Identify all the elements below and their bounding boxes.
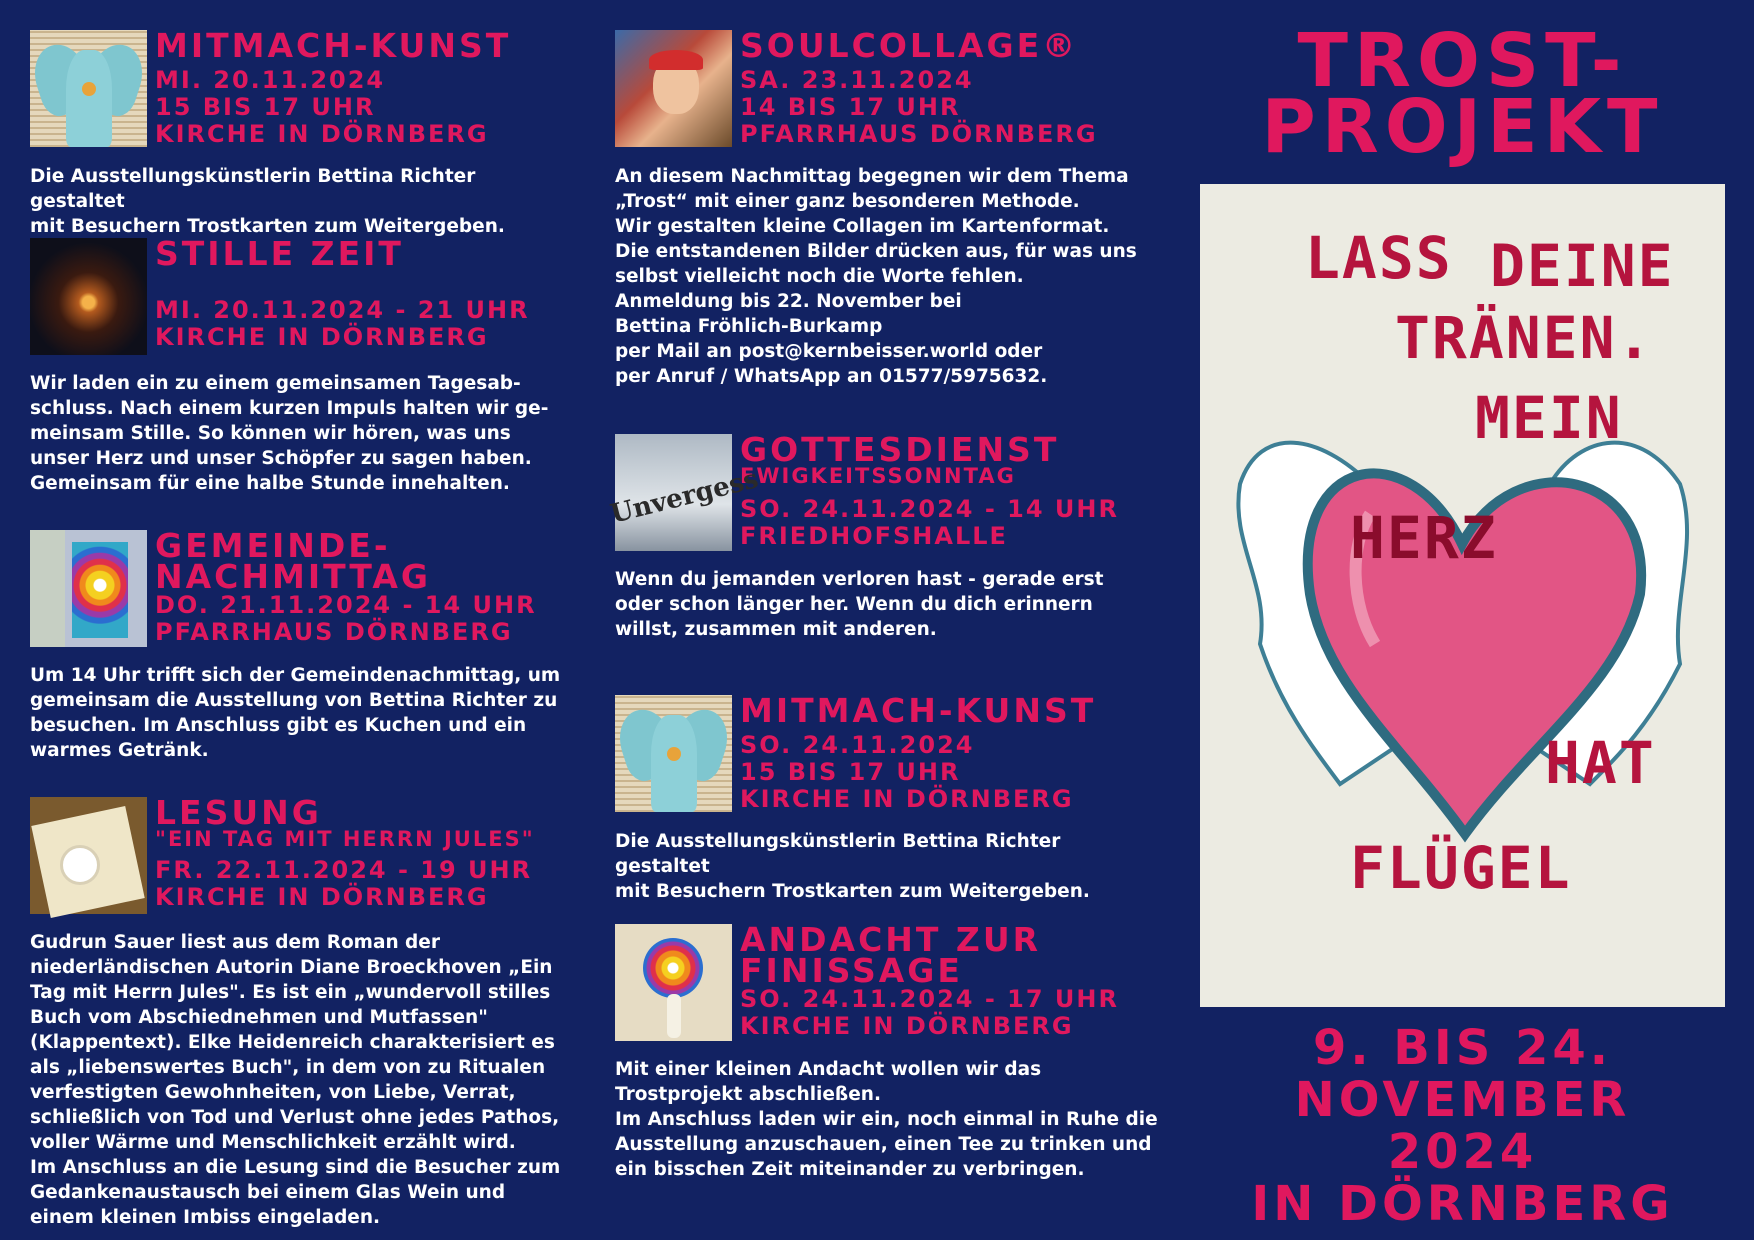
event-title: ANDACHT ZUR FINISSAGE	[740, 920, 1042, 990]
event-time: 15 BIS 17 UHR	[740, 758, 961, 786]
cover-title: TROST- PROJEKT	[1261, 18, 1664, 170]
art-word-4: MEIN	[1475, 384, 1623, 452]
event-time: 14 BIS 17 UHR	[740, 93, 961, 121]
church-window-image	[30, 530, 147, 647]
event-soulcollage	[615, 26, 1160, 389]
event-location: KIRCHE IN DÖRNBERG	[155, 883, 489, 911]
event-description: Gudrun Sauer liest aus dem Roman der niederländischen Autorin Diane Broeckhoven „Ein Tag mit Herrn Jules". Es ist ein „wundervoll stilles Buch vom Abschiednehmen und Mutfassen" (Klappentext). Elke Heidenreich charakterisiert es als „liebenswertes Buch", in dem von zu Ritualen verfestigten Gewohnheiten, von Liebe, Verrat, schließlich von Tod und Verlust ohne jedes Pathos, voller Wärme und Menschlichkeit erzählt wird. Im Anschluss an die Lesung sind die Besucher zum Gedankenaustausch bei einem Glas Wein und einem kleinen Imbiss eingeladen.	[30, 932, 561, 1228]
event-date: MI. 20.11.2024	[155, 66, 386, 94]
art-word-1: LASS	[1305, 224, 1453, 292]
event-lesung	[30, 793, 570, 1230]
cover-column	[1195, 0, 1730, 1240]
event-title: STILLE ZEIT	[155, 234, 404, 273]
event-title: GOTTESDIENST	[740, 430, 1060, 469]
event-gottesdienst	[607, 430, 1160, 642]
angel-card-image	[615, 695, 732, 812]
event-location: KIRCHE IN DÖRNBERG	[740, 1012, 1074, 1040]
rainbow-figure-image	[615, 924, 732, 1041]
event-description: Wenn du jemanden verloren hast - gerade erst oder schon länger her. Wenn du dich erinnern willst, zusammen mit anderen.	[615, 569, 1104, 640]
event-location: KIRCHE IN DÖRNBERG	[740, 785, 1074, 813]
event-date-time: FR. 22.11.2024 - 19 UHR	[155, 856, 533, 884]
collage-portrait-image	[615, 30, 732, 147]
event-gemeindenachmittag	[30, 526, 570, 763]
event-title: LESUNG	[155, 793, 322, 832]
event-date-time: SO. 24.11.2024 - 14 UHR	[740, 495, 1119, 523]
art-word-5: HERZ	[1350, 504, 1498, 572]
event-mitmach-kunst-1	[30, 26, 570, 239]
art-word-6: HAT	[1545, 729, 1656, 797]
unvergessen-image: Unvergess	[615, 434, 732, 551]
event-mitmach-kunst-2	[615, 691, 1160, 904]
event-date: SO. 24.11.2024	[740, 731, 975, 759]
candle-image	[30, 238, 147, 355]
event-title: GEMEINDE- NACHMITTAG	[155, 526, 431, 596]
event-description: An diesem Nachmittag begegnen wir dem Thema „Trost“ mit einer ganz besonderen Methode. Wir gestalten kleine Collagen im Kartenformat. Die entstandenen Bilder drücken aus, für was uns selbst vielleicht noch die Worte fehlen. Anmeldung bis 22. November bei Bettina Fröhlich-Burkamp per Mail an post@kernbeisser.world oder per Anruf / WhatsApp an 01577/5975632.	[615, 166, 1137, 387]
event-location: PFARRHAUS DÖRNBERG	[155, 618, 513, 646]
event-date-time: SO. 24.11.2024 - 17 UHR	[740, 985, 1119, 1013]
event-date-time: MI. 20.11.2024 - 21 UHR	[155, 296, 530, 324]
cover-dates: 9. BIS 24. NOVEMBER 2024 IN DÖRNBERG	[1251, 1020, 1674, 1232]
book-image	[30, 797, 147, 914]
event-description: Mit einer kleinen Andacht wollen wir das Trostprojekt abschließen. Im Anschluss laden wir ein, noch einmal in Ruhe die Ausstellung anzuschauen, einen Tee zu trinken und ein bisschen Zeit miteinander zu verbringen.	[615, 1059, 1158, 1180]
event-time: 15 BIS 17 UHR	[155, 93, 376, 121]
art-word-7: FLÜGEL	[1350, 834, 1572, 902]
event-title: MITMACH-KUNST	[155, 26, 512, 65]
art-word-3: TRÄNEN.	[1395, 304, 1654, 372]
event-location: KIRCHE IN DÖRNBERG	[155, 323, 489, 351]
event-location: PFARRHAUS DÖRNBERG	[740, 120, 1098, 148]
event-description: Die Ausstellungskünstlerin Bettina Richter gestaltet mit Besuchern Trostkarten zum Weitergeben.	[615, 831, 1090, 902]
event-andacht-finissage	[615, 920, 1160, 1182]
event-date-time: DO. 21.11.2024 - 14 UHR	[155, 591, 537, 619]
event-title: SOULCOLLAGE®	[740, 26, 1079, 65]
event-description: Die Ausstellungskünstlerin Bettina Richter gestaltet mit Besuchern Trostkarten zum Weitergeben.	[30, 166, 505, 237]
event-description: Wir laden ein zu einem gemeinsamen Tagesab- schluss. Nach einem kurzen Impuls halten wir ge- meinsam Stille. So können wir hören, was uns unser Herz und unser Schöpfer zu sagen haben. Gemeinsam für eine halbe Stunde innehalten.	[30, 373, 549, 494]
event-location: FRIEDHOFSHALLE	[740, 522, 1008, 550]
event-subtitle: "EIN TAG MIT HERRN JULES"	[155, 827, 535, 851]
angel-card-image	[30, 30, 147, 147]
art-word-2: DEINE	[1490, 232, 1675, 300]
event-date: SA. 23.11.2024	[740, 66, 974, 94]
event-subtitle: EWIGKEITSSONNTAG	[740, 464, 1016, 488]
event-title: MITMACH-KUNST	[740, 691, 1097, 730]
heart-with-wings-artwork	[1200, 184, 1725, 1007]
event-location: KIRCHE IN DÖRNBERG	[155, 120, 489, 148]
event-description: Um 14 Uhr trifft sich der Gemeindenachmittag, um gemeinsam die Ausstellung von Bettina Richter zu besuchen. Im Anschluss gibt es Kuchen und ein warmes Getränk.	[30, 665, 561, 761]
event-stille-zeit	[30, 234, 570, 496]
